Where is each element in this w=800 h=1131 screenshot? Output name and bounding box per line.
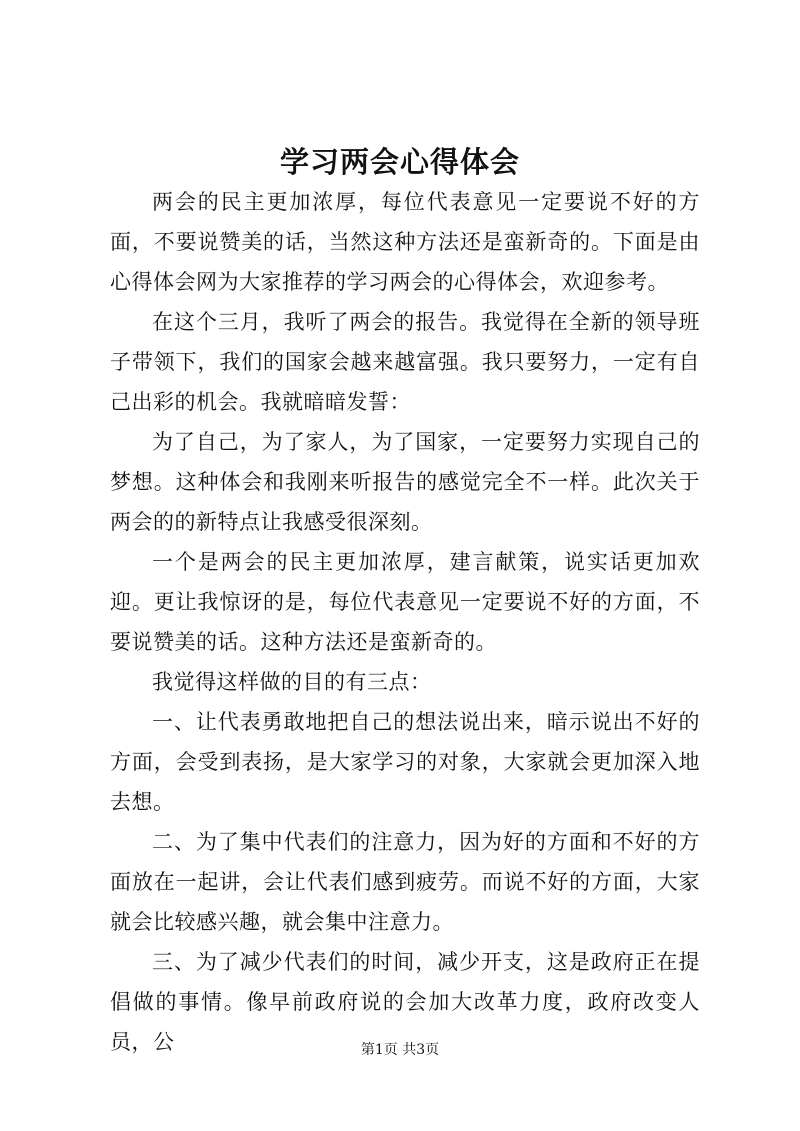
paragraph-5: 我觉得这样做的目的有三点： [152,670,432,694]
paragraph-1: 两会的民主更加浓厚，每位代表意见一定要说不好的方面，不要说赞美的话，当然这种方法还是蛮新奇的。下面是由心得体会网为大家推荐的学习两会的心得体会，欢迎参考。 [110,190,700,294]
paragraph-6: 一、让代表勇敢地把自己的想法说出来，暗示说出不好的方面，会受到表扬，是大家学习的对象，大家就会更加深入地去想。 [110,710,700,814]
document-body [110,182,700,1062]
page-footer: 第1页 共3页 [360,1042,440,1058]
paragraph-7: 二、为了集中代表们的注意力，因为好的方面和不好的方面放在一起讲，会让代表们感到疲劳。而说不好的方面，大家就会比较感兴趣，就会集中注意力。 [110,830,700,934]
paragraph-2: 在这个三月，我听了两会的报告。我觉得在全新的领导班子带领下，我们的国家会越来越富强。我只要努力，一定有自己出彩的机会。我就暗暗发誓： [110,310,700,414]
paragraph-8: 三、为了减少代表们的时间，减少开支，这是政府正在提倡做的事情。像早前政府说的会加大改革力度，政府改变人员，公 [110,950,700,1054]
document-title: 学习两会心得体会 [279,145,520,179]
paragraph-3: 为了自己，为了家人，为了国家，一定要努力实现自己的梦想。这种体会和我刚来听报告的感觉完全不一样。此次关于两会的的新特点让我感受很深刻。 [110,430,700,534]
paragraph-4: 一个是两会的民主更加浓厚，建言献策，说实话更加欢迎。更让我惊讶的是，每位代表意见一定要说不好的方面，不要说赞美的话。这种方法还是蛮新奇的。 [110,550,700,654]
